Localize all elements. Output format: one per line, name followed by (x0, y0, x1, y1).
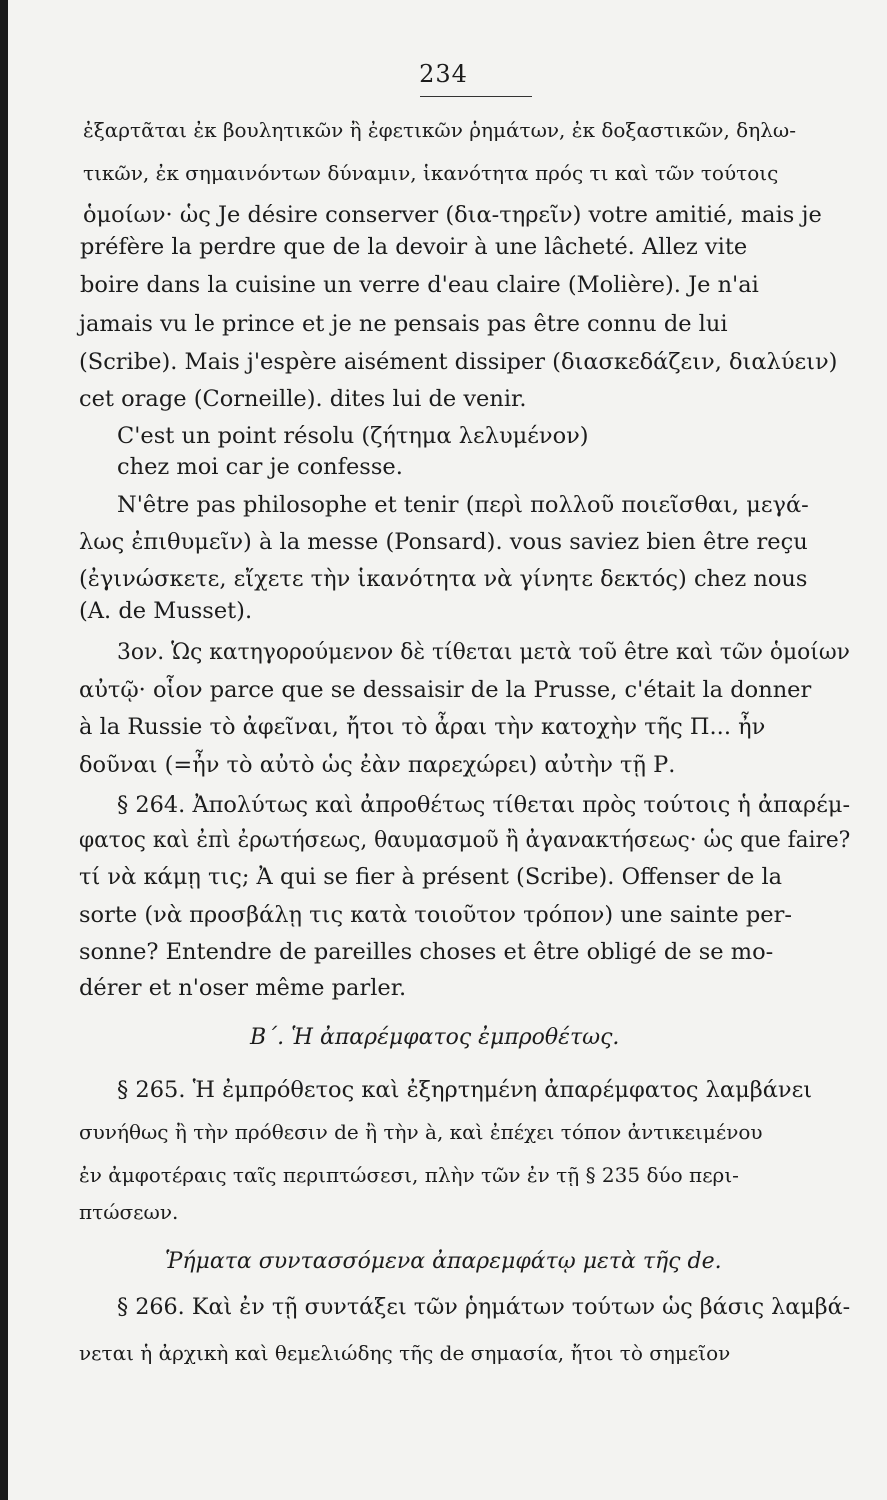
page-number: 234 (419, 60, 468, 88)
section-heading: Β΄. Ἡ ἀπαρέμφατος ἐμπροθέτως. (250, 1025, 620, 1050)
text-line: à la Russie τὸ ἀφεῖναι, ἤτοι τὸ ἆραι τὴν κατοχὴν τῆς Π... ἦν (79, 714, 766, 740)
text-line: sorte (νὰ προσβάλῃ τις κατὰ τοιοῦτον τρόπον) une sainte per- (79, 902, 792, 928)
text-line: (ἐγινώσκετε, εἴχετε τὴν ἱκανότητα νὰ γίνητε δεκτός) chez nous (79, 566, 808, 592)
text-line: ἐξαρτᾶται ἐκ βουλητικῶν ἢ ἐφετικῶν ῥημάτων, ἐκ δοξαστικῶν, δηλω- (83, 118, 796, 142)
text-line: § 265. Ἡ ἐμπρόθετος καὶ ἐξηρτημένη ἀπαρέμφατος λαμβάνει (117, 1077, 813, 1103)
text-line: § 264. Ἀπολύτως καὶ ἀπροθέτως τίθεται πρὸς τούτοις ἡ ἀπαρέμ- (117, 792, 851, 818)
text-line: C'est un point résolu (ζήτημα λελυμένον) (117, 423, 589, 449)
text-line: αὐτῷ· οἷον parce que se dessaisir de la Prusse, c'était la donner (79, 677, 812, 703)
header-rule (420, 96, 532, 97)
text-line: (A. de Musset). (79, 598, 253, 624)
text-line: 3ον. Ὡς κατηγορούμενον δὲ τίθεται μετὰ τοῦ être καὶ τῶν ὁμοίων (117, 639, 850, 665)
text-line: jamais vu le prince et je ne pensais pas être connu de lui (79, 311, 728, 337)
text-line: ἐν ἀμφοτέραις ταῖς περιπτώσεσι, πλὴν τῶν ἐν τῇ § 235 δύο περι- (79, 1163, 739, 1187)
text-line: (Scribe). Mais j'espère aisément dissiper (διασκεδάζειν, διαλύειν) (79, 349, 838, 375)
subsection-heading: Ῥήματα συντασσόμενα ἀπαρεμφάτῳ μετὰ τῆς de. (165, 1249, 722, 1274)
text-line: ὁμοίων· ὡς Je désire conserver (δια-τηρεῖν) votre amitié, mais je (83, 202, 822, 228)
text-line: dérer et n'oser même parler. (79, 975, 407, 1001)
text-line: λως ἐπιθυμεῖν) à la messe (Ponsard). vous saviez bien être reçu (79, 529, 808, 555)
text-line: chez moi car je confesse. (117, 454, 403, 480)
text-line: sonne? Entendre de pareilles choses et être obligé de se mo- (79, 939, 774, 965)
page-edge (0, 0, 8, 1500)
text-line: πτώσεων. (79, 1200, 179, 1224)
text-line: N'être pas philosophe et tenir (περὶ πολλοῦ ποιεῖσθαι, μεγά- (117, 492, 809, 518)
text-line: συνήθως ἢ τὴν πρόθεσιν de ἢ τὴν à, καὶ ἐπέχει τόπον ἀντικειμένου (79, 1120, 763, 1144)
text-line: νεται ἡ ἀρχικὴ καὶ θεμελιώδης τῆς de σημασία, ἤτοι τὸ σημεῖον (79, 1341, 731, 1365)
text-line: τικῶν, ἐκ σημαινόντων δύναμιν, ἱκανότητα πρός τι καὶ τῶν τούτοις (83, 161, 779, 185)
text-line: τί νὰ κάμῃ τις; Ἀ qui se fier à présent (Scribe). Offenser de la (79, 864, 783, 890)
text-line: préfère la perdre que de la devoir à une lâcheté. Allez vite (80, 234, 748, 260)
text-line: cet orage (Corneille). dites lui de venir. (79, 386, 527, 412)
text-line: § 266. Καὶ ἐν τῇ συντάξει τῶν ῥημάτων τούτων ὡς βάσις λαμβά- (117, 1294, 851, 1320)
text-line: δοῦναι (=ἦν τὸ αὐτὸ ὡς ἐὰν παρεχώρει) αὐτὴν τῇ Ρ. (79, 752, 676, 778)
text-line: φατος καὶ ἐπὶ ἐρωτήσεως, θαυμασμοῦ ἢ ἀγανακτήσεως· ὡς que faire? (79, 827, 851, 853)
text-line: boire dans la cuisine un verre d'eau claire (Molière). Je n'ai (80, 272, 759, 298)
